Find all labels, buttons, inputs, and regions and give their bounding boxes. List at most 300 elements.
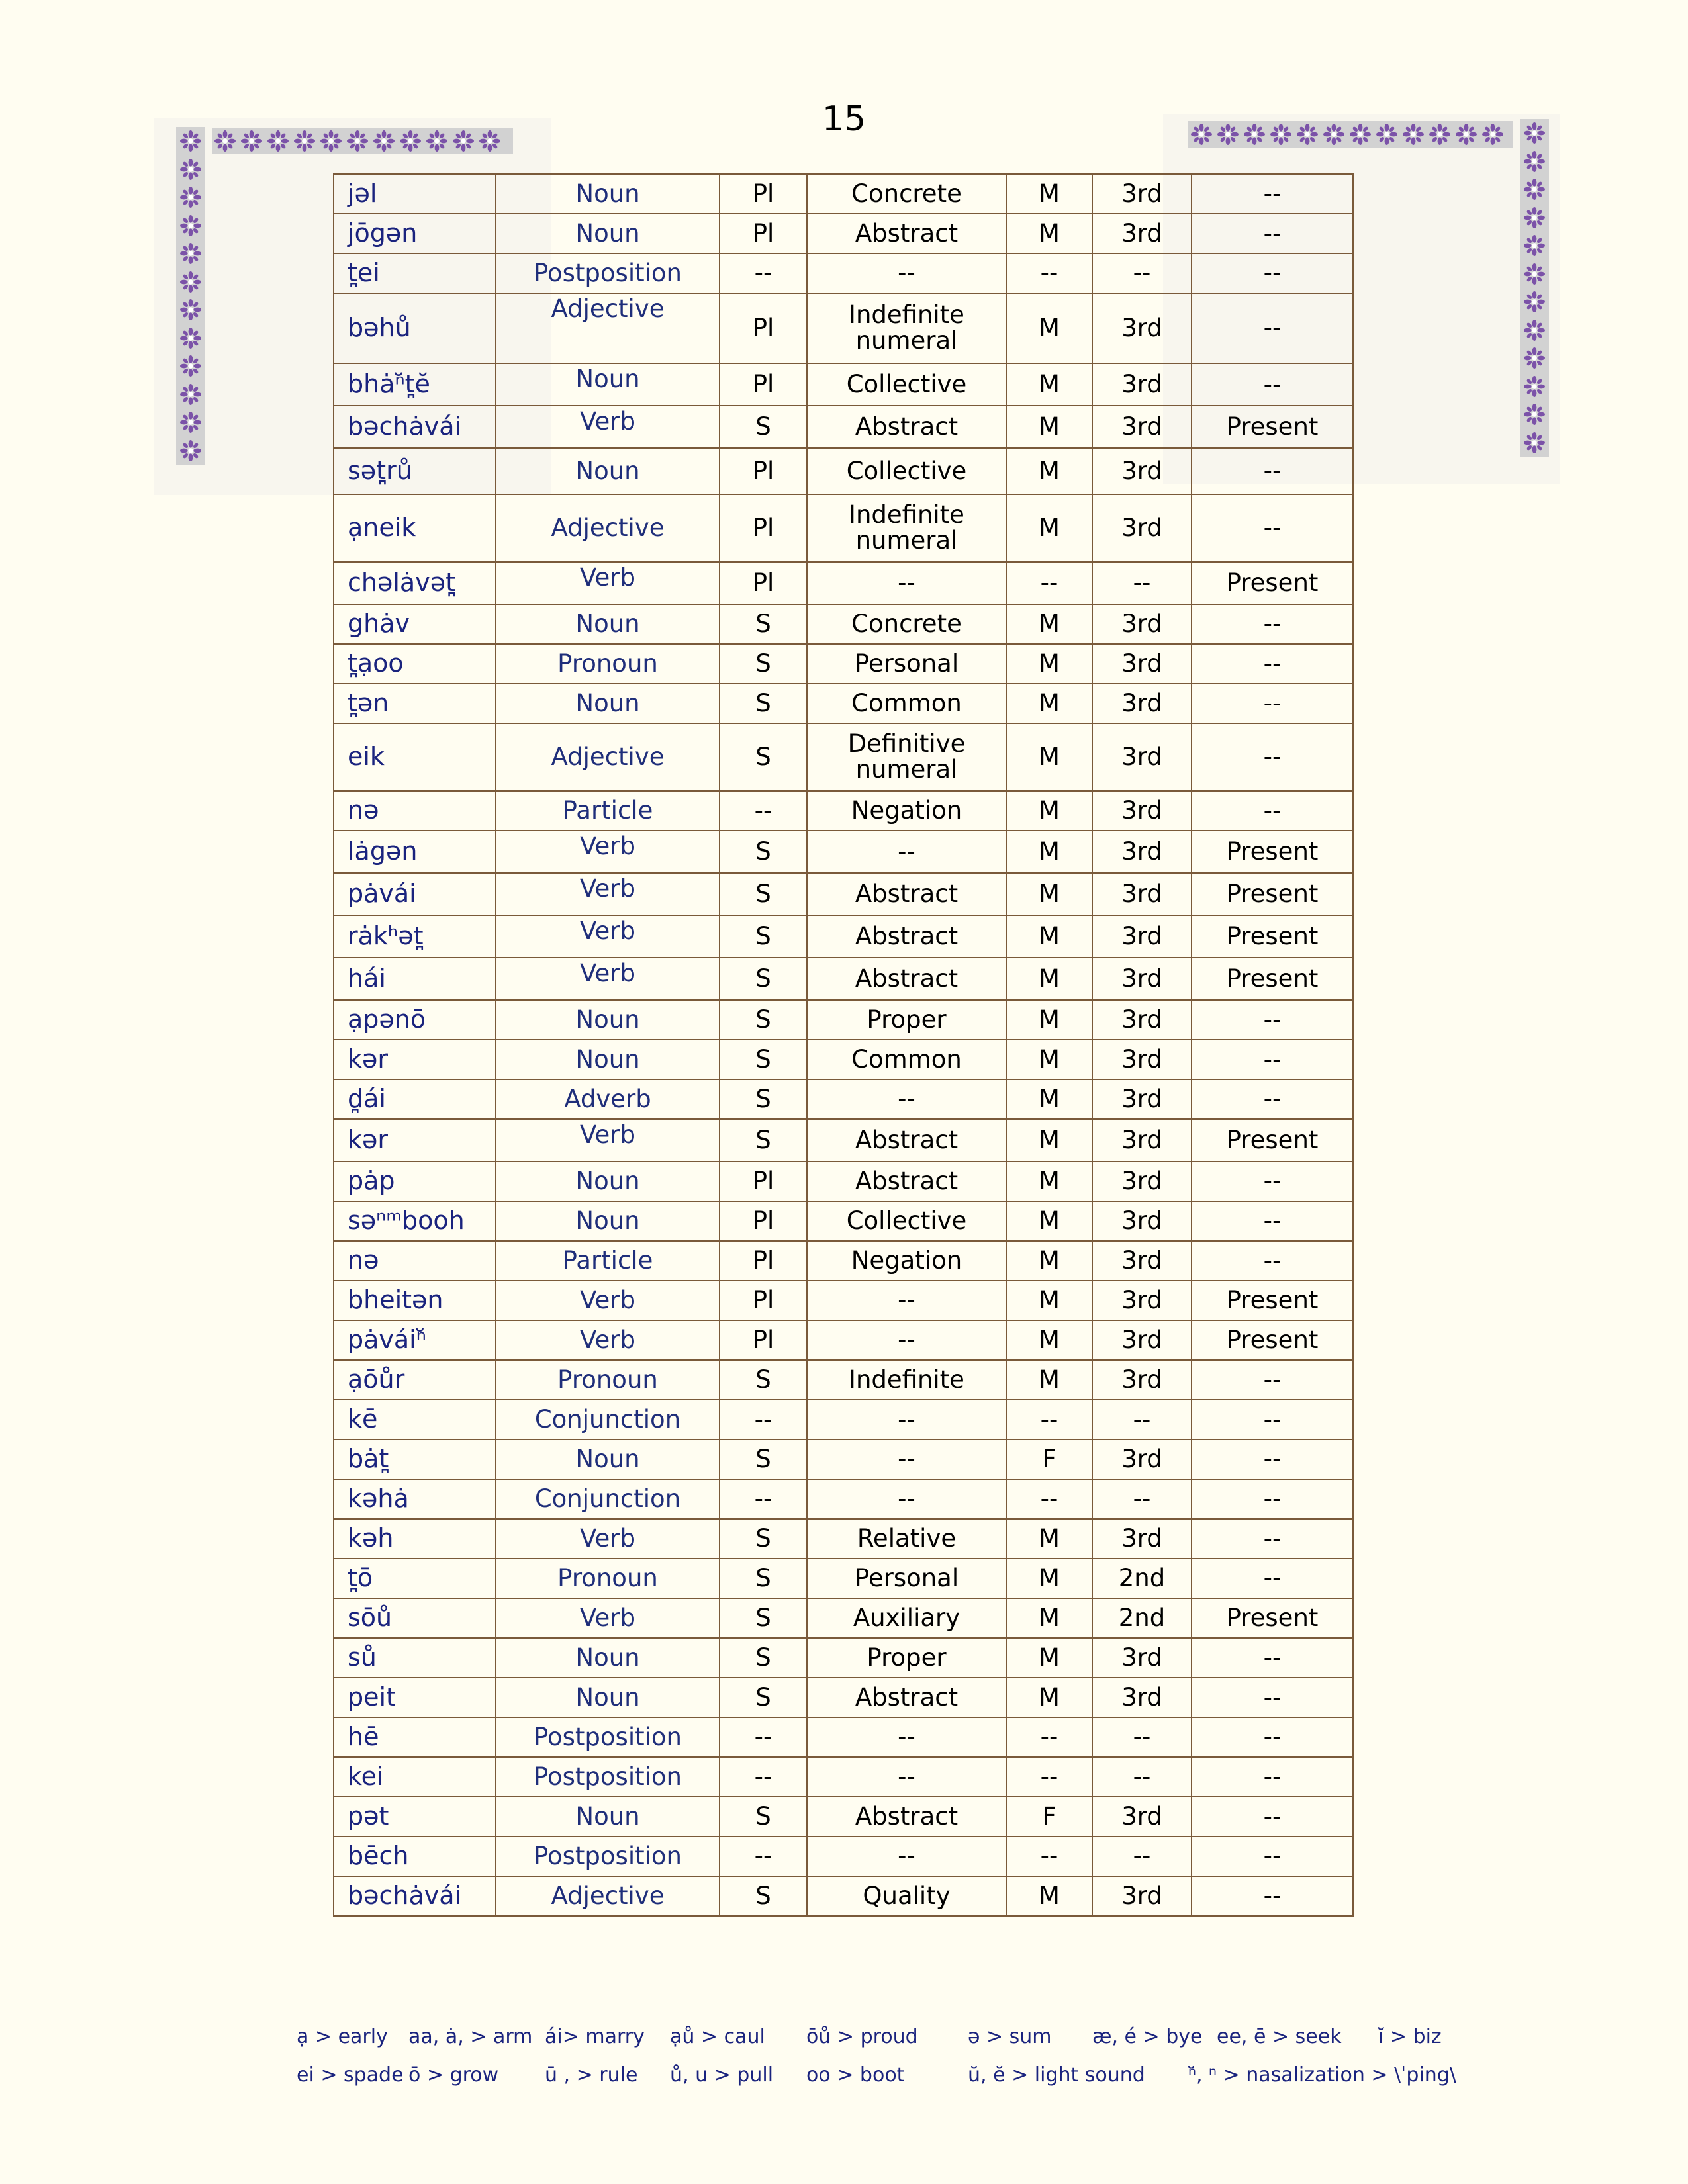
tense-cell: -- <box>1192 1837 1353 1876</box>
flower-ornament-icon <box>1268 121 1294 148</box>
number-cell: S <box>720 604 807 644</box>
table-row <box>334 1439 1353 1479</box>
word-cell: t̪ō <box>334 1559 496 1598</box>
type-cell: Abstract <box>807 1161 1006 1201</box>
table-row <box>334 1876 1353 1916</box>
tense-cell: -- <box>1192 1797 1353 1837</box>
person-cell: 3rd <box>1092 1281 1192 1320</box>
tense-cell: -- <box>1192 1360 1353 1400</box>
person-cell: -- <box>1092 1400 1192 1439</box>
person-cell: 3rd <box>1092 1241 1192 1281</box>
pos-cell: Verb <box>496 1519 720 1559</box>
tense-cell: -- <box>1192 1717 1353 1757</box>
word-cell: bēch <box>334 1837 496 1876</box>
pos-cell: Noun <box>496 1040 720 1079</box>
type-cell: Common <box>807 1040 1006 1079</box>
gender-cell: M <box>1006 958 1092 1000</box>
word-cell: ghȧv <box>334 604 496 644</box>
pos-cell: Noun <box>496 1161 720 1201</box>
type-cell: Collective <box>807 363 1006 406</box>
gender-cell: M <box>1006 791 1092 831</box>
flower-ornament-icon <box>1427 121 1453 148</box>
legend-item: ái> marry <box>545 2025 645 2048</box>
flower-ornament-icon <box>1520 175 1549 204</box>
number-cell: Pl <box>720 1281 807 1320</box>
number-cell: Pl <box>720 1161 807 1201</box>
gender-cell: M <box>1006 1040 1092 1079</box>
table-row <box>334 723 1353 791</box>
table-row <box>334 406 1353 448</box>
tense-cell: -- <box>1192 174 1353 214</box>
flower-ornament-icon <box>1520 232 1549 260</box>
word-cell: bȧt̪ <box>334 1439 496 1479</box>
tense-cell: -- <box>1192 791 1353 831</box>
tense-cell: -- <box>1192 494 1353 562</box>
word-cell: t̪ən <box>334 684 496 723</box>
flower-ornament-icon <box>176 437 205 465</box>
word-cell: hē <box>334 1717 496 1757</box>
number-cell: S <box>720 873 807 915</box>
number-cell: S <box>720 1040 807 1079</box>
table-row <box>334 1281 1353 1320</box>
table-row <box>334 1320 1353 1360</box>
number-cell: S <box>720 958 807 1000</box>
word-cell: kəh <box>334 1519 496 1559</box>
pos-cell: Verb <box>496 562 720 604</box>
gender-cell: M <box>1006 644 1092 684</box>
table-row <box>334 831 1353 873</box>
word-cell: bəchȧvái <box>334 1876 496 1916</box>
gender-cell: M <box>1006 1201 1092 1241</box>
flower-ornament-icon <box>265 128 291 154</box>
gender-cell: M <box>1006 1000 1092 1040</box>
page-number: 15 <box>821 99 867 139</box>
word-cell: kər <box>334 1119 496 1161</box>
table-row <box>334 791 1353 831</box>
word-cell: sət̪rů <box>334 448 496 494</box>
tense-cell: -- <box>1192 1000 1353 1040</box>
flower-ornament-icon <box>477 128 503 154</box>
table-row <box>334 1757 1353 1797</box>
gender-cell: M <box>1006 1876 1092 1916</box>
tense-cell: -- <box>1192 1479 1353 1519</box>
type-cell: -- <box>807 1479 1006 1519</box>
type-cell: Common <box>807 684 1006 723</box>
word-cell: bəchȧvái <box>334 406 496 448</box>
type-cell: -- <box>807 1717 1006 1757</box>
pos-cell: Noun <box>496 174 720 214</box>
number-cell: S <box>720 1439 807 1479</box>
table-row <box>334 1161 1353 1201</box>
type-cell: Abstract <box>807 406 1006 448</box>
person-cell: -- <box>1092 1837 1192 1876</box>
gender-cell: -- <box>1006 1479 1092 1519</box>
flower-ornament-icon <box>1294 121 1321 148</box>
person-cell: 3rd <box>1092 1119 1192 1161</box>
gender-cell: M <box>1006 448 1092 494</box>
number-cell: Pl <box>720 363 807 406</box>
tense-cell: -- <box>1192 1678 1353 1717</box>
table-row <box>334 363 1353 406</box>
type-cell: Abstract <box>807 1797 1006 1837</box>
tense-cell: -- <box>1192 1400 1353 1439</box>
table-row <box>334 1638 1353 1678</box>
gender-cell: F <box>1006 1439 1092 1479</box>
table-row <box>334 873 1353 915</box>
pos-cell: Verb <box>496 831 720 873</box>
flower-ornament-icon <box>1479 121 1506 148</box>
flower-ornament-icon <box>238 128 265 154</box>
legend-item: ů, u > pull <box>670 2064 774 2087</box>
gender-cell: -- <box>1006 253 1092 293</box>
pos-cell: Verb <box>496 873 720 915</box>
number-cell: -- <box>720 1400 807 1439</box>
word-cell: bəhů <box>334 293 496 363</box>
pos-cell: Noun <box>496 1201 720 1241</box>
person-cell: 3rd <box>1092 831 1192 873</box>
person-cell: 3rd <box>1092 293 1192 363</box>
tense-cell: -- <box>1192 684 1353 723</box>
pos-cell: Noun <box>496 1439 720 1479</box>
person-cell: 3rd <box>1092 1797 1192 1837</box>
table-row <box>334 958 1353 1000</box>
word-cell: jōgən <box>334 214 496 253</box>
table-row <box>334 448 1353 494</box>
person-cell: 3rd <box>1092 1040 1192 1079</box>
tense-cell: -- <box>1192 1439 1353 1479</box>
pos-cell: Adjective <box>496 293 720 363</box>
pos-cell: Adjective <box>496 1876 720 1916</box>
pos-cell: Adverb <box>496 1079 720 1119</box>
gender-cell: M <box>1006 1360 1092 1400</box>
table-body <box>334 174 1353 1916</box>
tense-cell: -- <box>1192 1638 1353 1678</box>
person-cell: 3rd <box>1092 1161 1192 1201</box>
pos-cell: Verb <box>496 958 720 1000</box>
number-cell: Pl <box>720 1241 807 1281</box>
tense-cell: Present <box>1192 915 1353 958</box>
table-row <box>334 604 1353 644</box>
type-cell: Concrete <box>807 174 1006 214</box>
table-row <box>334 1400 1353 1439</box>
pos-cell: Conjunction <box>496 1479 720 1519</box>
person-cell: 3rd <box>1092 684 1192 723</box>
pos-cell: Pronoun <box>496 1559 720 1598</box>
pos-cell: Adjective <box>496 723 720 791</box>
tense-cell: -- <box>1192 448 1353 494</box>
number-cell: S <box>720 831 807 873</box>
person-cell: 3rd <box>1092 1876 1192 1916</box>
tense-cell: Present <box>1192 1320 1353 1360</box>
number-cell: Pl <box>720 494 807 562</box>
table-row <box>334 1559 1353 1598</box>
number-cell: Pl <box>720 214 807 253</box>
pos-cell: Noun <box>496 1000 720 1040</box>
type-cell: Abstract <box>807 214 1006 253</box>
person-cell: 3rd <box>1092 1678 1192 1717</box>
table-row <box>334 1678 1353 1717</box>
tense-cell: -- <box>1192 1161 1353 1201</box>
number-cell: -- <box>720 253 807 293</box>
person-cell: -- <box>1092 253 1192 293</box>
gender-cell: M <box>1006 174 1092 214</box>
legend-item: oo > boot <box>806 2064 905 2087</box>
word-cell: kē <box>334 1400 496 1439</box>
gender-cell: M <box>1006 684 1092 723</box>
number-cell: S <box>720 1678 807 1717</box>
type-cell: -- <box>807 1320 1006 1360</box>
word-cell: d̪ái <box>334 1079 496 1119</box>
number-cell: S <box>720 1519 807 1559</box>
word-cell: səⁿᵐbooh <box>334 1201 496 1241</box>
number-cell: S <box>720 1797 807 1837</box>
person-cell: 2nd <box>1092 1598 1192 1638</box>
legend-item: ōů > proud <box>806 2025 918 2048</box>
number-cell: Pl <box>720 1320 807 1360</box>
number-cell: S <box>720 406 807 448</box>
word-cell: t̪ạoo <box>334 644 496 684</box>
number-cell: S <box>720 1598 807 1638</box>
flower-ornament-icon <box>1215 121 1241 148</box>
word-cell: eik <box>334 723 496 791</box>
tense-cell: -- <box>1192 253 1353 293</box>
table-row <box>334 1040 1353 1079</box>
number-cell: S <box>720 1559 807 1598</box>
number-cell: S <box>720 684 807 723</box>
pos-cell: Verb <box>496 1119 720 1161</box>
person-cell: 3rd <box>1092 1079 1192 1119</box>
legend-item: ō > grow <box>408 2064 499 2087</box>
flower-ornament-icon <box>1321 121 1347 148</box>
legend-item: aa, ȧ, > arm <box>408 2025 533 2048</box>
type-cell: Abstract <box>807 1678 1006 1717</box>
tense-cell: Present <box>1192 1119 1353 1161</box>
table-row <box>334 1797 1353 1837</box>
flower-ornament-icon <box>1347 121 1374 148</box>
type-cell: Proper <box>807 1638 1006 1678</box>
number-cell: Pl <box>720 1201 807 1241</box>
person-cell: -- <box>1092 562 1192 604</box>
type-cell: Collective <box>807 448 1006 494</box>
gender-cell: M <box>1006 1241 1092 1281</box>
legend-item: ⁿ̆, ⁿ > nasalization > \ˈping\ <box>1188 2064 1456 2087</box>
type-cell: Negation <box>807 791 1006 831</box>
tense-cell: Present <box>1192 406 1353 448</box>
tense-cell: -- <box>1192 1876 1353 1916</box>
table-row <box>334 174 1353 214</box>
gender-cell: M <box>1006 1559 1092 1598</box>
type-cell: Proper <box>807 1000 1006 1040</box>
flower-ornament-icon <box>1520 260 1549 289</box>
person-cell: -- <box>1092 1479 1192 1519</box>
flower-ornament-icon <box>318 128 344 154</box>
gender-cell: M <box>1006 406 1092 448</box>
flower-ornament-icon <box>1520 119 1549 148</box>
flower-ornament-icon <box>1188 121 1215 148</box>
type-cell: Quality <box>807 1876 1006 1916</box>
pos-cell: Noun <box>496 1638 720 1678</box>
word-cell: sōů <box>334 1598 496 1638</box>
tense-cell: -- <box>1192 1201 1353 1241</box>
flower-ornament-icon <box>1453 121 1479 148</box>
person-cell: -- <box>1092 1717 1192 1757</box>
person-cell: 3rd <box>1092 363 1192 406</box>
type-cell: -- <box>807 1837 1006 1876</box>
flower-ornament-icon <box>176 240 205 268</box>
type-cell: Indefinite numeral <box>807 494 1006 562</box>
legend-item: ạů > caul <box>670 2025 765 2048</box>
flower-ornament-icon <box>1520 344 1549 373</box>
word-cell: pət <box>334 1797 496 1837</box>
pos-cell: Noun <box>496 604 720 644</box>
number-cell: Pl <box>720 448 807 494</box>
number-cell: Pl <box>720 293 807 363</box>
legend-item: æ, é > bye <box>1092 2025 1203 2048</box>
number-cell: -- <box>720 1479 807 1519</box>
table-row <box>334 1837 1353 1876</box>
number-cell: S <box>720 644 807 684</box>
person-cell: 3rd <box>1092 1439 1192 1479</box>
person-cell: 3rd <box>1092 915 1192 958</box>
word-cell: chəlȧvət̪ <box>334 562 496 604</box>
type-cell: Negation <box>807 1241 1006 1281</box>
type-cell: -- <box>807 1400 1006 1439</box>
type-cell: Indefinite <box>807 1360 1006 1400</box>
word-cell: lȧgən <box>334 831 496 873</box>
word-cell: nə <box>334 1241 496 1281</box>
number-cell: S <box>720 1000 807 1040</box>
person-cell: 3rd <box>1092 604 1192 644</box>
number-cell: S <box>720 1876 807 1916</box>
number-cell: Pl <box>720 562 807 604</box>
gender-cell: M <box>1006 494 1092 562</box>
top-left-ornament-strip <box>212 128 513 154</box>
flower-ornament-icon <box>1400 121 1427 148</box>
tense-cell: -- <box>1192 723 1353 791</box>
gender-cell: M <box>1006 915 1092 958</box>
flower-ornament-icon <box>1520 204 1549 232</box>
type-cell: -- <box>807 831 1006 873</box>
gender-cell: M <box>1006 1638 1092 1678</box>
word-cell: bhȧⁿ̆t̪ĕ <box>334 363 496 406</box>
pos-cell: Adjective <box>496 494 720 562</box>
number-cell: S <box>720 1360 807 1400</box>
tense-cell: Present <box>1192 1598 1353 1638</box>
table-row <box>334 562 1353 604</box>
gender-cell: -- <box>1006 562 1092 604</box>
flower-ornament-icon <box>1520 429 1549 457</box>
gender-cell: M <box>1006 1320 1092 1360</box>
gender-cell: M <box>1006 873 1092 915</box>
top-right-ornament-strip <box>1188 121 1513 148</box>
flower-ornament-icon <box>212 128 238 154</box>
person-cell: 3rd <box>1092 873 1192 915</box>
person-cell: 3rd <box>1092 448 1192 494</box>
tense-cell: -- <box>1192 644 1353 684</box>
pos-cell: Noun <box>496 448 720 494</box>
pos-cell: Verb <box>496 406 720 448</box>
type-cell: -- <box>807 1281 1006 1320</box>
person-cell: 3rd <box>1092 1000 1192 1040</box>
flower-ornament-icon <box>176 352 205 381</box>
word-cell: pȧvái <box>334 873 496 915</box>
table-row <box>334 1479 1353 1519</box>
type-cell: -- <box>807 253 1006 293</box>
table-row <box>334 684 1353 723</box>
type-cell: -- <box>807 1757 1006 1797</box>
table-row <box>334 494 1353 562</box>
tense-cell: Present <box>1192 831 1353 873</box>
tense-cell: Present <box>1192 562 1353 604</box>
table-row <box>334 1717 1353 1757</box>
gender-cell: -- <box>1006 1717 1092 1757</box>
gender-cell: M <box>1006 604 1092 644</box>
flower-ornament-icon <box>1520 148 1549 176</box>
flower-ornament-icon <box>291 128 318 154</box>
pos-cell: Pronoun <box>496 1360 720 1400</box>
person-cell: 3rd <box>1092 406 1192 448</box>
gender-cell: M <box>1006 1598 1092 1638</box>
person-cell: 3rd <box>1092 644 1192 684</box>
tense-cell: -- <box>1192 293 1353 363</box>
table-row <box>334 915 1353 958</box>
legend-item: ei > spade <box>297 2064 404 2087</box>
gender-cell: M <box>1006 293 1092 363</box>
person-cell: 3rd <box>1092 958 1192 1000</box>
person-cell: 2nd <box>1092 1559 1192 1598</box>
number-cell: S <box>720 1079 807 1119</box>
person-cell: 3rd <box>1092 1360 1192 1400</box>
number-cell: -- <box>720 1757 807 1797</box>
pos-cell: Noun <box>496 214 720 253</box>
type-cell: Concrete <box>807 604 1006 644</box>
flower-ornament-icon <box>176 156 205 184</box>
flower-ornament-icon <box>1241 121 1268 148</box>
tense-cell: -- <box>1192 1079 1353 1119</box>
word-cell: rȧkʰət̪ <box>334 915 496 958</box>
person-cell: 3rd <box>1092 1201 1192 1241</box>
gender-cell: M <box>1006 363 1092 406</box>
word-cell: bheitən <box>334 1281 496 1320</box>
gender-cell: M <box>1006 1079 1092 1119</box>
number-cell: -- <box>720 791 807 831</box>
gender-cell: M <box>1006 831 1092 873</box>
tense-cell: Present <box>1192 873 1353 915</box>
table-row <box>334 1519 1353 1559</box>
type-cell: Abstract <box>807 958 1006 1000</box>
tense-cell: -- <box>1192 1559 1353 1598</box>
legend-item: ĭ > biz <box>1378 2025 1442 2048</box>
person-cell: 3rd <box>1092 174 1192 214</box>
word-cell: kəhȧ <box>334 1479 496 1519</box>
word-cell: ạpənō <box>334 1000 496 1040</box>
pos-cell: Verb <box>496 1598 720 1638</box>
table-row <box>334 1119 1353 1161</box>
type-cell: Relative <box>807 1519 1006 1559</box>
gender-cell: M <box>1006 214 1092 253</box>
number-cell: Pl <box>720 174 807 214</box>
table-row <box>334 1000 1353 1040</box>
flower-ornament-icon <box>424 128 450 154</box>
legend-item: ə > sum <box>968 2025 1052 2048</box>
word-cell: nə <box>334 791 496 831</box>
right-ornament-strip <box>1520 119 1549 457</box>
pos-cell: Noun <box>496 684 720 723</box>
word-cell: hái <box>334 958 496 1000</box>
word-cell: ạōůr <box>334 1360 496 1400</box>
gender-cell: M <box>1006 1519 1092 1559</box>
gender-cell: -- <box>1006 1757 1092 1797</box>
